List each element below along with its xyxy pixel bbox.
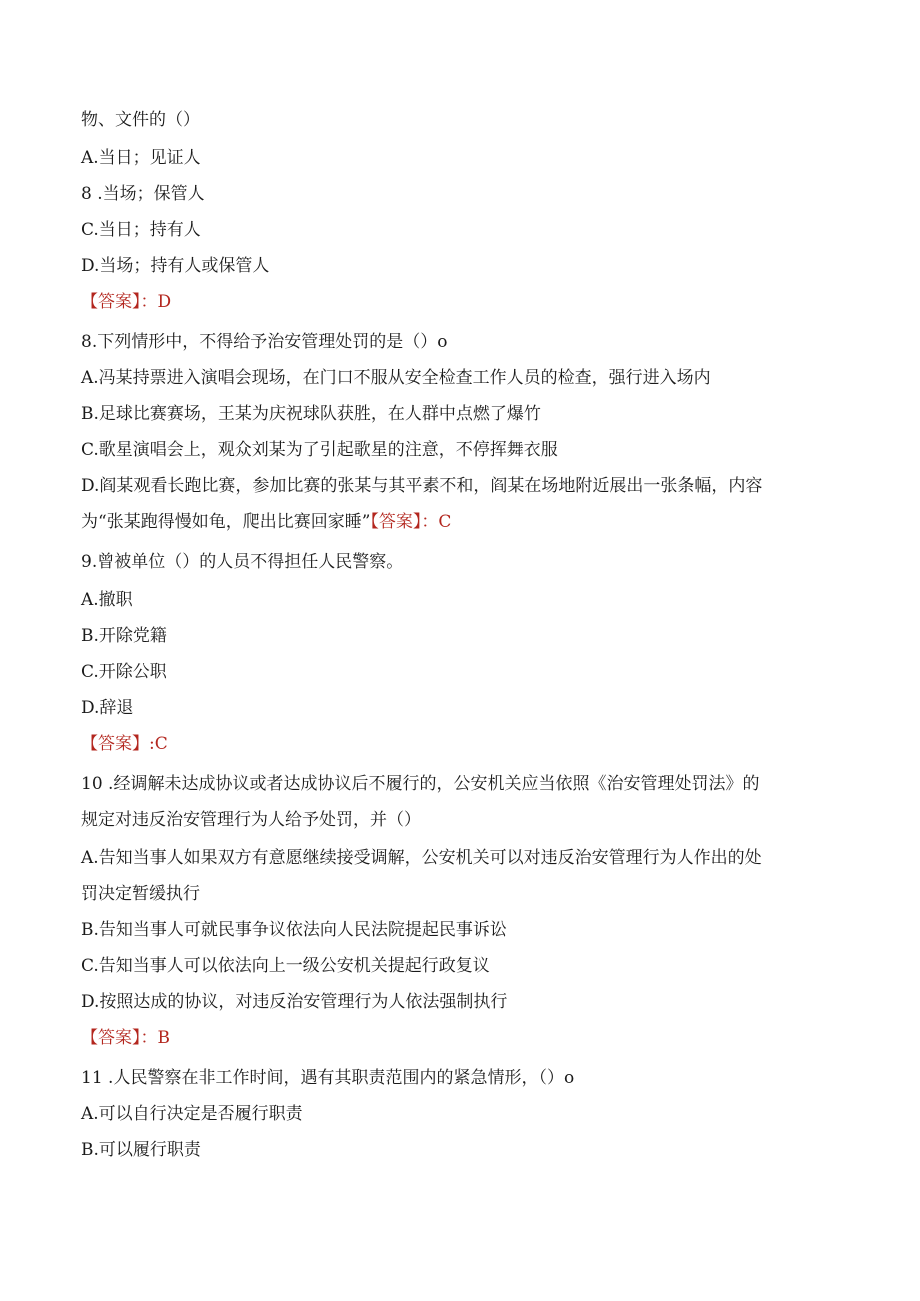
q9-stem: 9.曾被单位（）的人员不得担任人民警察。 xyxy=(81,552,404,572)
q7-option-c: C.当日；持有人 xyxy=(81,220,201,240)
q7-option-a: A.当日；见证人 xyxy=(81,148,201,168)
q9-option-b: B.开除党籍 xyxy=(81,626,167,646)
q8-answer: 【答案】：C xyxy=(370,512,452,532)
q10-option-b: B.告知当事人可就民事争议依法向人民法院提起民事诉讼 xyxy=(81,920,507,940)
q7-option-d: D.当场；持有人或保管人 xyxy=(81,256,270,276)
q10-answer: 【答案】：B xyxy=(81,1028,170,1048)
q8-stem: 8.下列情形中，不得给予治安管理处罚的是（）o xyxy=(81,332,448,352)
q7-option-b: 8 .当场；保管人 xyxy=(81,184,205,204)
q10-option-a-continuation: 罚决定暂缓执行 xyxy=(81,884,200,904)
q9-option-c: C.开除公职 xyxy=(81,662,167,682)
q10-option-d: D.按照达成的协议，对违反治安管理行为人依法强制执行 xyxy=(81,992,508,1012)
q8-option-b: B.足球比赛赛场，王某为庆祝球队获胜，在人群中点燃了爆竹 xyxy=(81,404,541,424)
q10-stem: 10 .经调解未达成协议或者达成协议后不履行的，公安机关应当依照《治安管理处罚法》的 xyxy=(81,774,760,794)
q10-option-c: C.告知当事人可以依法向上一级公安机关提起行政复议 xyxy=(81,956,490,976)
q11-stem: 11 .人民警察在非工作时间，遇有其职责范围内的紧急情形，（）o xyxy=(81,1068,575,1088)
q9-option-d: D.辞退 xyxy=(81,698,134,718)
q9-answer: 【答案】:C xyxy=(81,734,168,754)
q10-option-a: A.告知当事人如果双方有意愿继续接受调解，公安机关可以对违反治安管理行为人作出的处 xyxy=(81,848,762,868)
q8-option-d: D.阎某观看长跑比赛，参加比赛的张某与其平素不和，阎某在场地附近展出一张条幅，内容 xyxy=(81,476,763,496)
q8-option-d-text: 为“张某跑得慢如龟，爬出比赛回家睡” xyxy=(81,512,371,532)
q8-option-a: A.冯某持票进入演唱会现场，在门口不服从安全检查工作人员的检查，强行进入场内 xyxy=(81,368,711,388)
q9-option-a: A.撤职 xyxy=(81,590,133,610)
q10-stem-continuation: 规定对违反治安管理行为人给予处罚，并（） xyxy=(81,810,421,830)
q11-option-b: B.可以履行职责 xyxy=(81,1140,201,1160)
q8-option-c: C.歌星演唱会上，观众刘某为了引起歌星的注意，不停挥舞衣服 xyxy=(81,440,558,460)
q8-option-d-continuation xyxy=(81,510,451,534)
q11-option-a: A.可以自行决定是否履行职责 xyxy=(81,1104,303,1124)
question-7-stem-continuation: 物、文件的（） xyxy=(81,110,200,130)
q7-answer: 【答案】：D xyxy=(81,292,172,312)
